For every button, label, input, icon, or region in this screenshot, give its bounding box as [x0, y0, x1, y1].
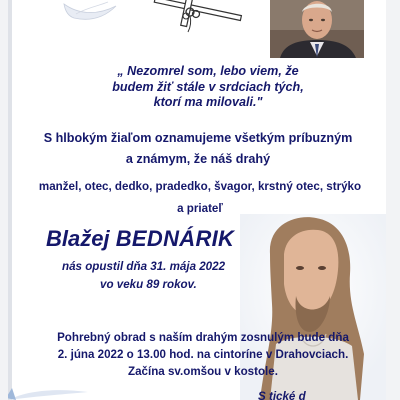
obituary-card — [8, 0, 386, 400]
deceased-name — [46, 226, 286, 252]
dove-icon — [56, 0, 126, 24]
last-name: BEDNÁRIK — [115, 226, 235, 251]
first-name: Blažej — [46, 226, 110, 251]
funeral-line-3: Začína sv.omšou v kostole. — [128, 365, 278, 378]
funeral-line-1: Pohrebný obrad s naším drahým zosnulým bude dňa — [57, 331, 349, 344]
cut-off-text: S tické d — [258, 390, 306, 400]
funeral-line-2: 2. júna 2022 o 13.00 hod. na cintoríne v Drahovciach. — [57, 348, 349, 361]
announcement-text: S hlbokým žiaľom oznamujeme všetkým príbuzným a známym, že náš drahý — [43, 131, 353, 166]
left-border — [8, 0, 12, 400]
funeral-details — [38, 329, 368, 380]
deceased-photo — [270, 0, 364, 58]
age-text: vo veku 89 rokov. — [100, 278, 197, 291]
bottom-decoration — [8, 378, 128, 400]
death-date: nás opustil dňa 31. mája 2022 — [62, 260, 226, 273]
memorial-quote: „ Nezomrel som, lebo viem, že budem žiť stále v srdciach tých, ktorí ma milovali." — [112, 64, 304, 110]
cross-icon — [146, 0, 246, 40]
family-relations: manžel, otec, dedko, pradedko, švagor, krstný otec, strýko a priateľ — [38, 180, 362, 215]
